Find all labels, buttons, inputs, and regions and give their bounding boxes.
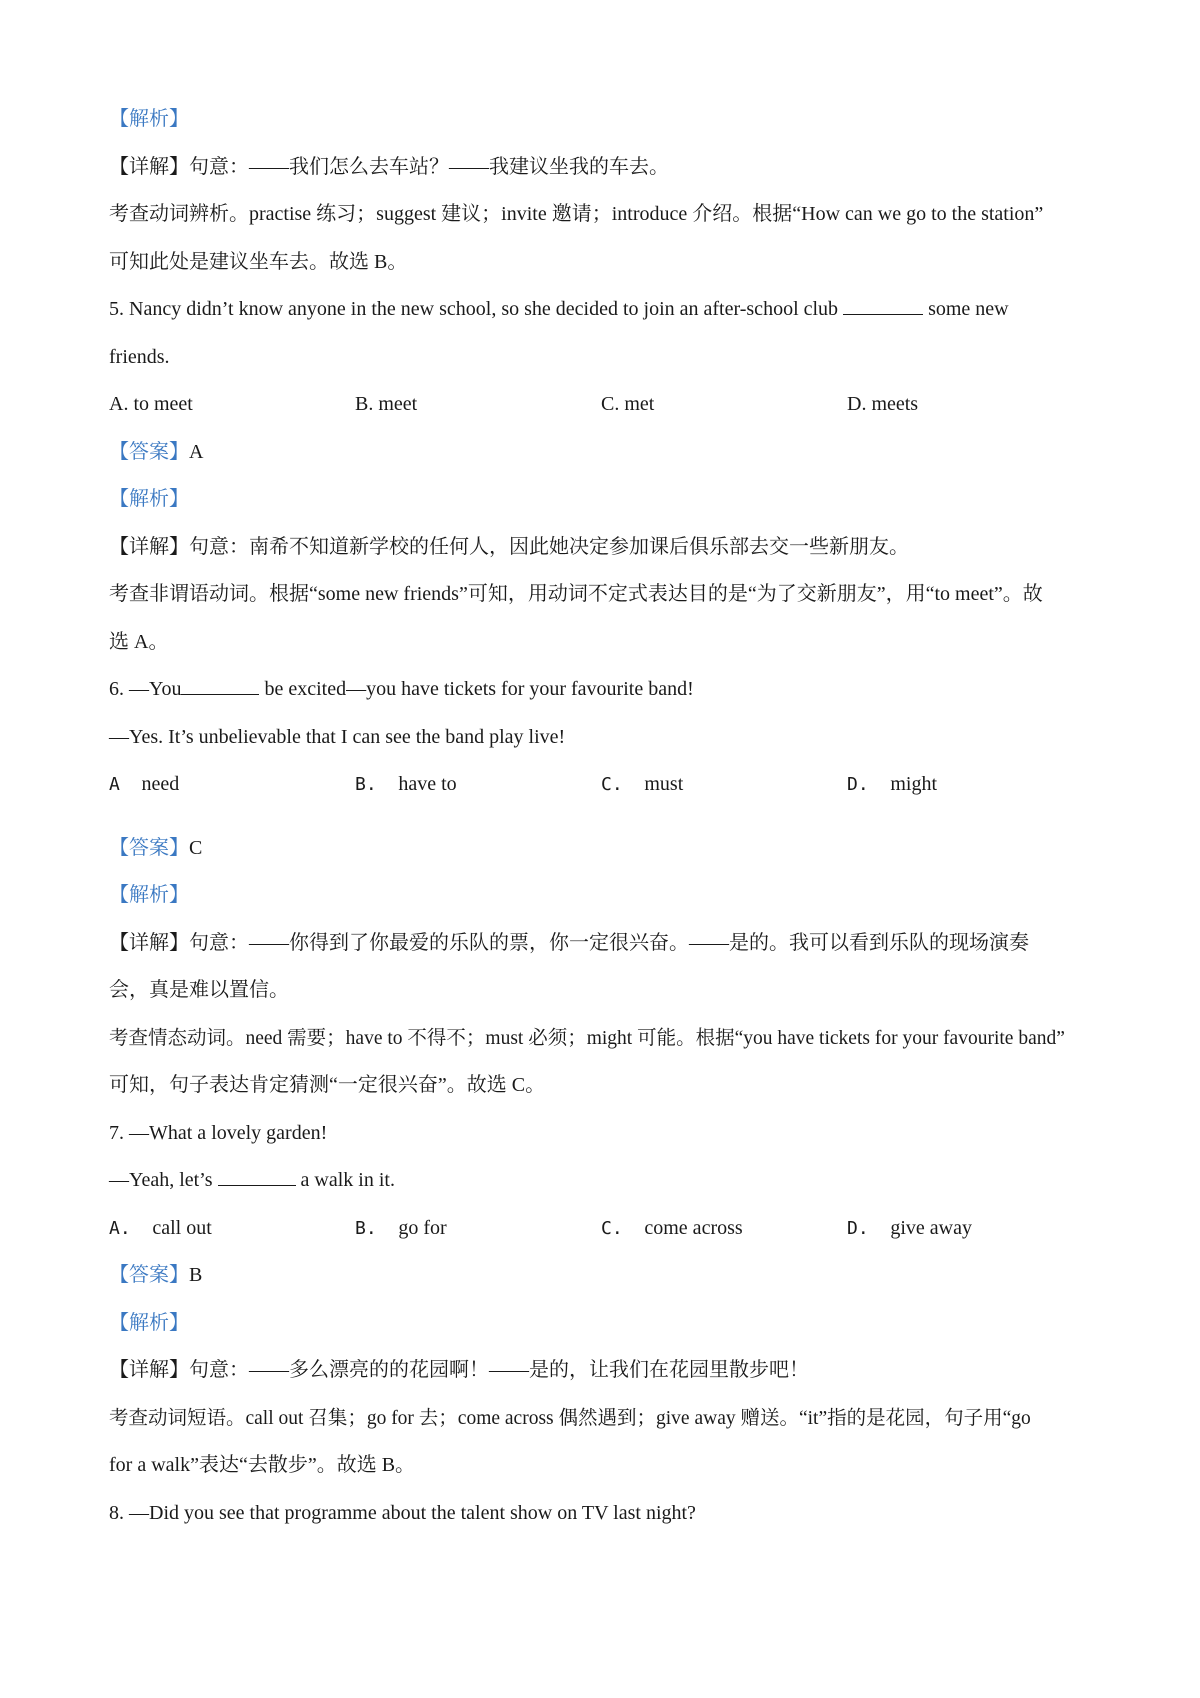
detail-tag: 【详解】 <box>109 1359 189 1381</box>
answer-value: C <box>189 836 203 859</box>
option-text: must <box>644 773 684 795</box>
option-text: call out <box>152 1216 212 1239</box>
answer-tag: 【答案】 <box>109 836 189 859</box>
detail-line <box>109 144 1109 192</box>
answer-blank <box>218 1184 296 1186</box>
analysis-tag: 【解析】 <box>109 108 189 130</box>
option-c <box>601 1205 847 1253</box>
stem-text: 5. Nancy didn’t know anyone in the new school, so she decided to join an after-school club <box>109 298 839 320</box>
option-letter: C. <box>601 1217 623 1239</box>
document-page <box>109 96 1109 1537</box>
detail-line-cont: 会，真是难以置信。 <box>109 979 289 1001</box>
option-letter: B. <box>355 774 377 795</box>
option-d <box>847 761 1093 809</box>
question-5-options <box>109 381 1109 429</box>
stem-text: a walk in it. <box>300 1169 395 1191</box>
option-d: D. meets <box>847 393 919 415</box>
option-text: come across <box>644 1216 743 1239</box>
question-7-options <box>109 1205 1109 1253</box>
detail-tag: 【详解】 <box>109 155 189 178</box>
option-a <box>109 1205 355 1253</box>
option-a: A. to meet <box>109 393 193 415</box>
question-8-stem: 8. —Did you see that programme about the talent show on TV last night? <box>109 1501 696 1524</box>
question-6-options <box>109 761 1109 809</box>
detail-text: 句意：——我们怎么去车站？——我建议坐我的车去。 <box>189 155 669 178</box>
analysis-tag: 【解析】 <box>109 1311 189 1334</box>
detail-text: 句意：——你得到了你最爱的乐队的票，你一定很兴奋。——是的。我可以看到乐队的现场演奏 <box>189 931 1029 954</box>
answer-blank <box>843 313 923 315</box>
answer-value: B <box>189 1264 203 1286</box>
option-text: have to <box>398 773 457 795</box>
explain-line: 可知此处是建议坐车去。故选 B。 <box>109 250 408 273</box>
explain-line: 考查非谓语动词。根据“some new friends”可知，用动词不定式表达目的是“为了交新朋友”，用“to meet”。故 <box>109 583 1043 605</box>
option-text: might <box>890 773 938 795</box>
option-c <box>601 761 847 809</box>
option-letter: A. <box>109 1217 131 1239</box>
option-letter: A <box>109 774 120 795</box>
analysis-tag: 【解析】 <box>109 488 189 510</box>
option-letter: C. <box>601 774 623 795</box>
explain-line: 考查动词短语。call out 召集；go for 去；come across 偶然遇到；give away 赠送。“it”指的是花园，句子用“go <box>109 1407 1031 1429</box>
stem-text: —Yeah, let’s <box>109 1169 213 1191</box>
answer-line <box>109 825 1109 873</box>
option-d <box>847 1205 1093 1253</box>
option-text: need <box>141 773 180 795</box>
option-b <box>355 1205 601 1253</box>
answer-value: A <box>189 440 204 463</box>
answer-line <box>109 1252 1109 1300</box>
spacer <box>109 809 1109 825</box>
option-text: go for <box>398 1216 447 1239</box>
option-letter: D. <box>847 1217 869 1239</box>
question-7-stem: 7. —What a lovely garden! <box>109 1121 328 1144</box>
option-b <box>355 761 601 809</box>
detail-line <box>109 524 1109 572</box>
stem-text: be excited—you have tickets for your favourite band! <box>264 678 694 700</box>
detail-line <box>109 920 1109 968</box>
option-text: give away <box>890 1216 973 1239</box>
detail-line <box>109 1347 1109 1395</box>
question-6-stem-line2: —Yes. It’s unbelievable that I can see the band play live! <box>109 725 566 748</box>
answer-line <box>109 429 1109 477</box>
analysis-tag: 【解析】 <box>109 884 189 906</box>
option-letter: D. <box>847 774 869 795</box>
option-a <box>109 761 355 809</box>
detail-tag: 【详解】 <box>109 931 189 954</box>
explain-line: 可知，句子表达肯定猜测“一定很兴奋”。故选 C。 <box>109 1074 546 1096</box>
explain-line: 考查动词辨析。practise 练习；suggest 建议；invite 邀请；introduce 介绍。根据“How can we go to the station” <box>109 203 1044 225</box>
stem-text: 6. —You <box>109 678 182 700</box>
answer-tag: 【答案】 <box>109 440 189 463</box>
question-5-stem-cont: friends. <box>109 345 170 368</box>
explain-line: 选 A。 <box>109 630 169 653</box>
explain-line: for a walk”表达“去散步”。故选 B。 <box>109 1454 416 1476</box>
detail-tag: 【详解】 <box>109 535 189 558</box>
question-6-stem <box>109 666 1109 714</box>
answer-tag: 【答案】 <box>109 1264 189 1286</box>
detail-text: 句意：南希不知道新学校的任何人，因此她决定参加课后俱乐部去交一些新朋友。 <box>189 535 909 558</box>
question-5-stem <box>109 286 1109 334</box>
question-7-stem-line2 <box>109 1157 1109 1205</box>
detail-text: 句意：——多么漂亮的的花园啊！——是的，让我们在花园里散步吧！ <box>189 1359 809 1381</box>
answer-blank <box>181 693 259 695</box>
explain-line: 考查情态动词。need 需要；have to 不得不；must 必须；might 可能。根据“you have tickets for your favourite band” <box>109 1027 1065 1049</box>
option-letter: B. <box>355 1217 377 1239</box>
option-c: C. met <box>601 393 655 415</box>
stem-text: some new <box>928 298 1009 320</box>
option-b: B. meet <box>355 393 418 415</box>
